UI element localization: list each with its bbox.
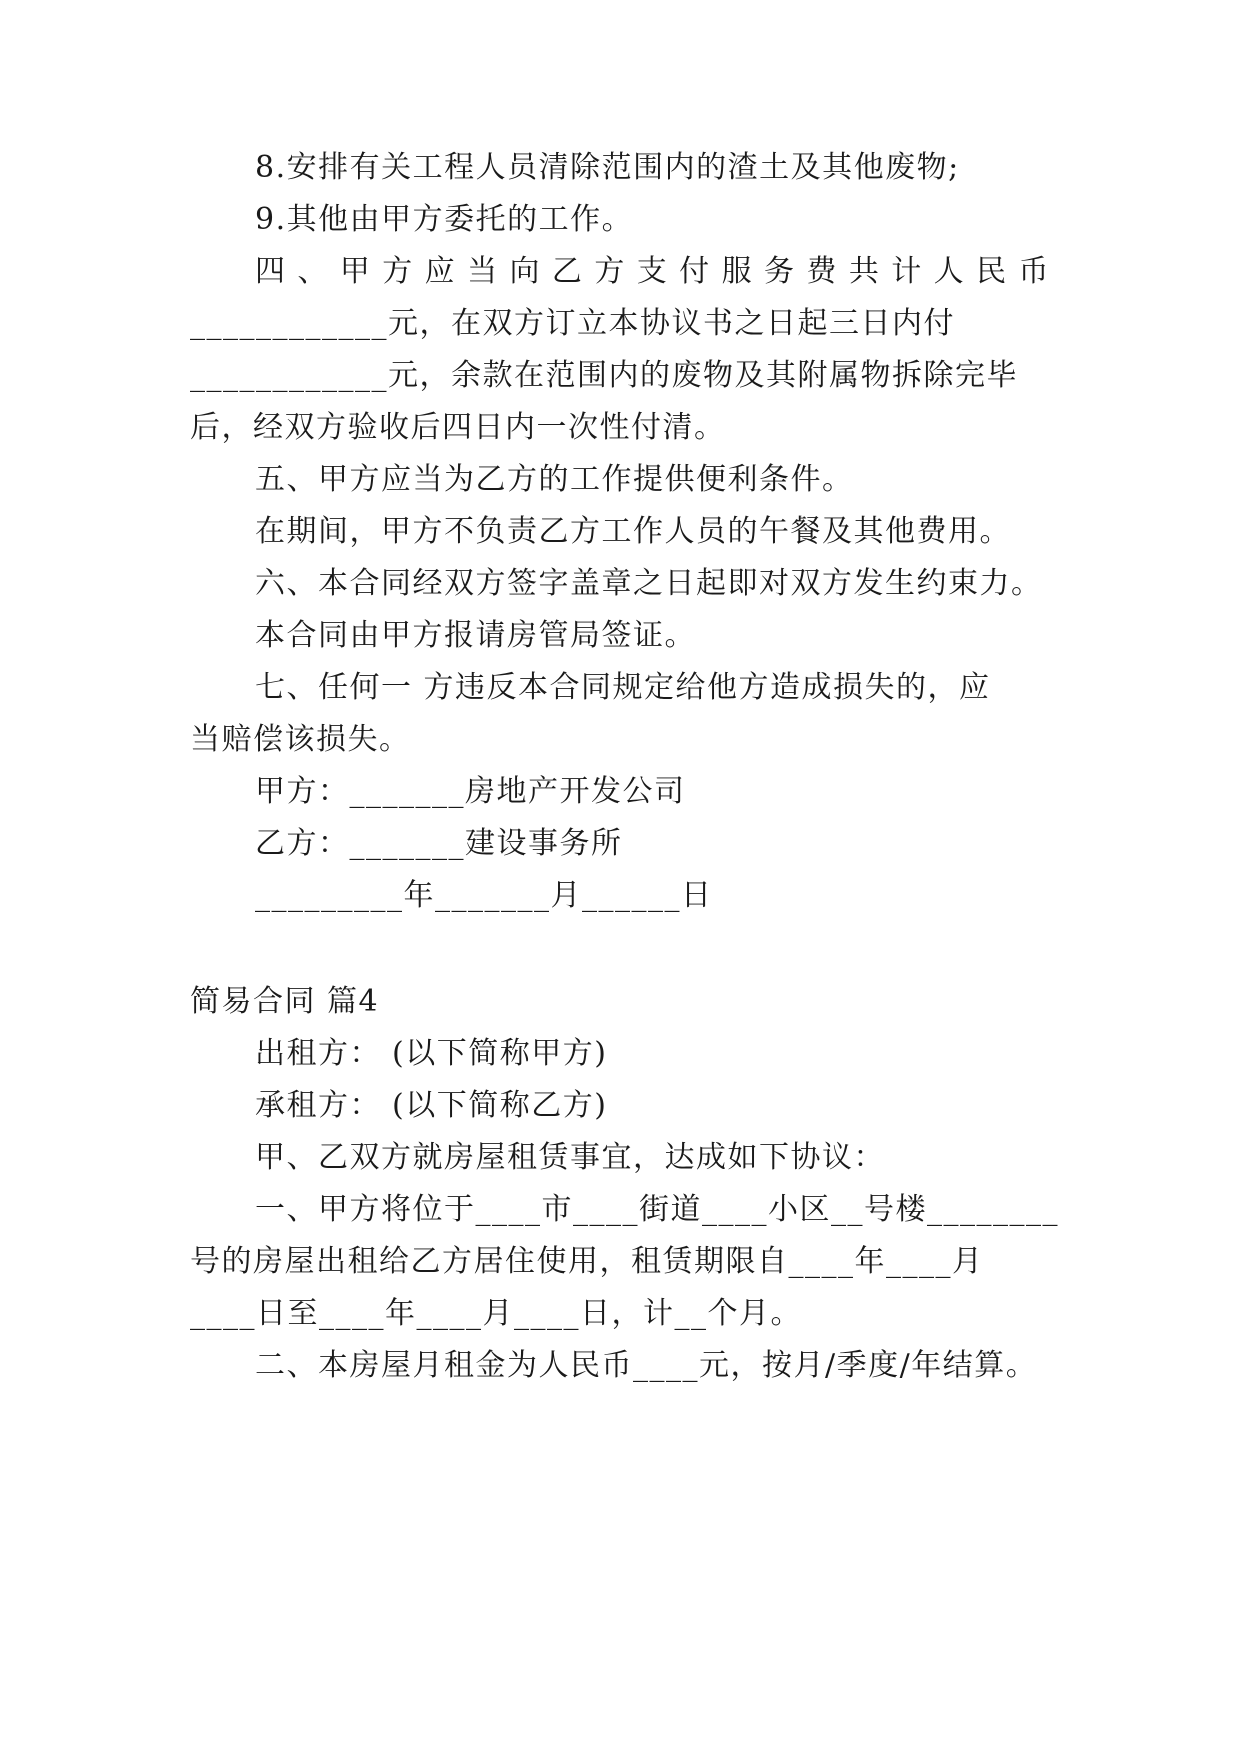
clause5: 五、甲方应当为乙方的工作提供便利条件。 xyxy=(255,462,854,497)
signing-date: _________年_______月______日 xyxy=(255,878,713,913)
section3-item-9: 9.其他由甲方委托的工作。 xyxy=(255,202,634,237)
clause4-line4: 后，经双方验收后四日内一次性付清。 xyxy=(190,410,726,445)
lease-clause1-line2: 号的房屋出租给乙方居住使用，租赁期限自____年____月 xyxy=(190,1244,984,1279)
period-note: 在期间，甲方不负责乙方工作人员的午餐及其他费用。 xyxy=(255,514,1011,549)
lease-clause2: 二、本房屋月租金为人民币____元，按月/季度/年结算。 xyxy=(255,1348,1038,1383)
party-a-signature: 甲方：_______房地产开发公司 xyxy=(255,774,686,809)
clause4-line3: ____________元，余款在范围内的废物及其附属物拆除完毕 xyxy=(190,358,1018,393)
section-heading: 简易合同 篇4 xyxy=(190,984,380,1019)
clause7-line2: 当赔偿该损失。 xyxy=(190,722,411,757)
section3-item-8: 8.安排有关工程人员清除范围内的渣土及其他废物; xyxy=(255,150,960,185)
lessor-line: 出租方： (以下简称甲方) xyxy=(255,1036,608,1071)
clause6: 六、本合同经双方签字盖章之日起即对双方发生约束力。 xyxy=(255,566,1043,601)
agreement-intro: 甲、乙双方就房屋租赁事宜，达成如下协议： xyxy=(255,1140,885,1175)
lessee-line: 承租方： (以下简称乙方) xyxy=(255,1088,608,1123)
party-b-signature: 乙方：_______建设事务所 xyxy=(255,826,623,861)
clause4-line1: 四、甲方应当向乙方支付服务费共计人民币 xyxy=(255,254,1050,289)
lease-clause1-line3: ____日至____年____月____日，计__个月。 xyxy=(190,1296,802,1331)
clause4-line2: ____________元，在双方订立本协议书之日起三日内付 xyxy=(190,306,955,341)
clause7-line1: 七、任何一 方违反本合同规定给他方造成损失的，应 xyxy=(255,670,991,705)
clause6-note: 本合同由甲方报请房管局签证。 xyxy=(255,618,696,653)
lease-clause1-line1: 一、甲方将位于____市____街道____小区__号楼________ xyxy=(255,1192,1059,1227)
